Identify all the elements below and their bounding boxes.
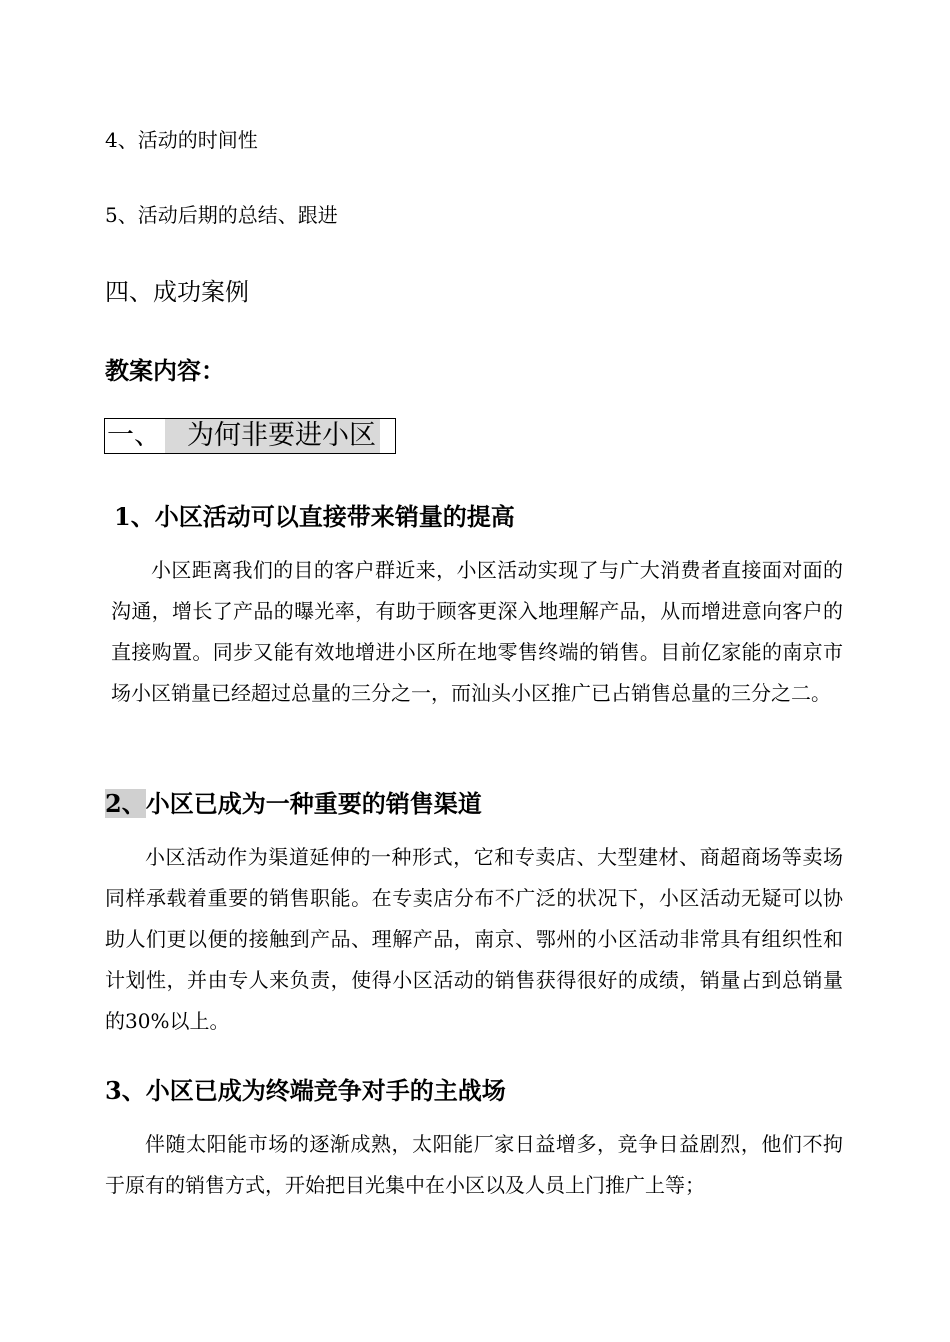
section-1-number: 一、 (107, 420, 161, 451)
paragraph-text: 小区距离我们的目的客户群近来，小区活动实现了与广大消费者直接面对面的沟通，增长了产品的曝光率，有助于顾客更深入地理解产品，从而增进意向客户的直接购置。同步又能有效地增进小区所在地零售终端的销售。目前亿家能的南京市场小区销量已经超过总量的三分之一，而汕头小区推广已占销售总量的三分之二。 (111, 558, 843, 705)
subsection-2-heading (105, 784, 482, 819)
lesson-content-heading: 教案内容： (105, 356, 225, 385)
paragraph-text: 伴随太阳能市场的逐渐成熟，太阳能厂家日益增多，竞争日益剧烈，他们不拘于原有的销售方式，开始把目光集中在小区以及人员上门推广上等； (105, 1132, 843, 1197)
subsection-1-paragraph (111, 550, 843, 714)
section-1-title: 为何非要进小区 (187, 419, 380, 453)
subsection-2-paragraph (105, 837, 843, 1042)
outline-section-4: 四、成功案例 (105, 278, 249, 306)
subsection-2-number: 2、 (105, 789, 146, 818)
outline-item-5: 5、活动后期的总结、跟进 (105, 203, 338, 227)
subsection-3-paragraph (105, 1124, 843, 1206)
subsection-2-title: 小区已成为一种重要的销售渠道 (145, 789, 482, 818)
subsection-3-heading: 3、小区已成为终端竞争对手的主战场 (105, 1076, 506, 1105)
section-1-heading (104, 418, 396, 454)
heading-shading (165, 419, 187, 453)
outline-item-4: 4、活动的时间性 (105, 128, 258, 152)
subsection-1-heading: 1、小区活动可以直接带来销量的提高 (114, 502, 515, 531)
paragraph-text: 小区活动作为渠道延伸的一种形式，它和专卖店、大型建材、商超商场等卖场同样承载着重要的销售职能。在专卖店分布不广泛的状况下，小区活动无疑可以协助人们更以便的接触到产品、理解产品，南京、鄂州的小区活动非常具有组织性和计划性，并由专人来负责，使得小区活动的销售获得很好的成绩，销量占到总销量的30%以上。 (105, 845, 843, 1033)
